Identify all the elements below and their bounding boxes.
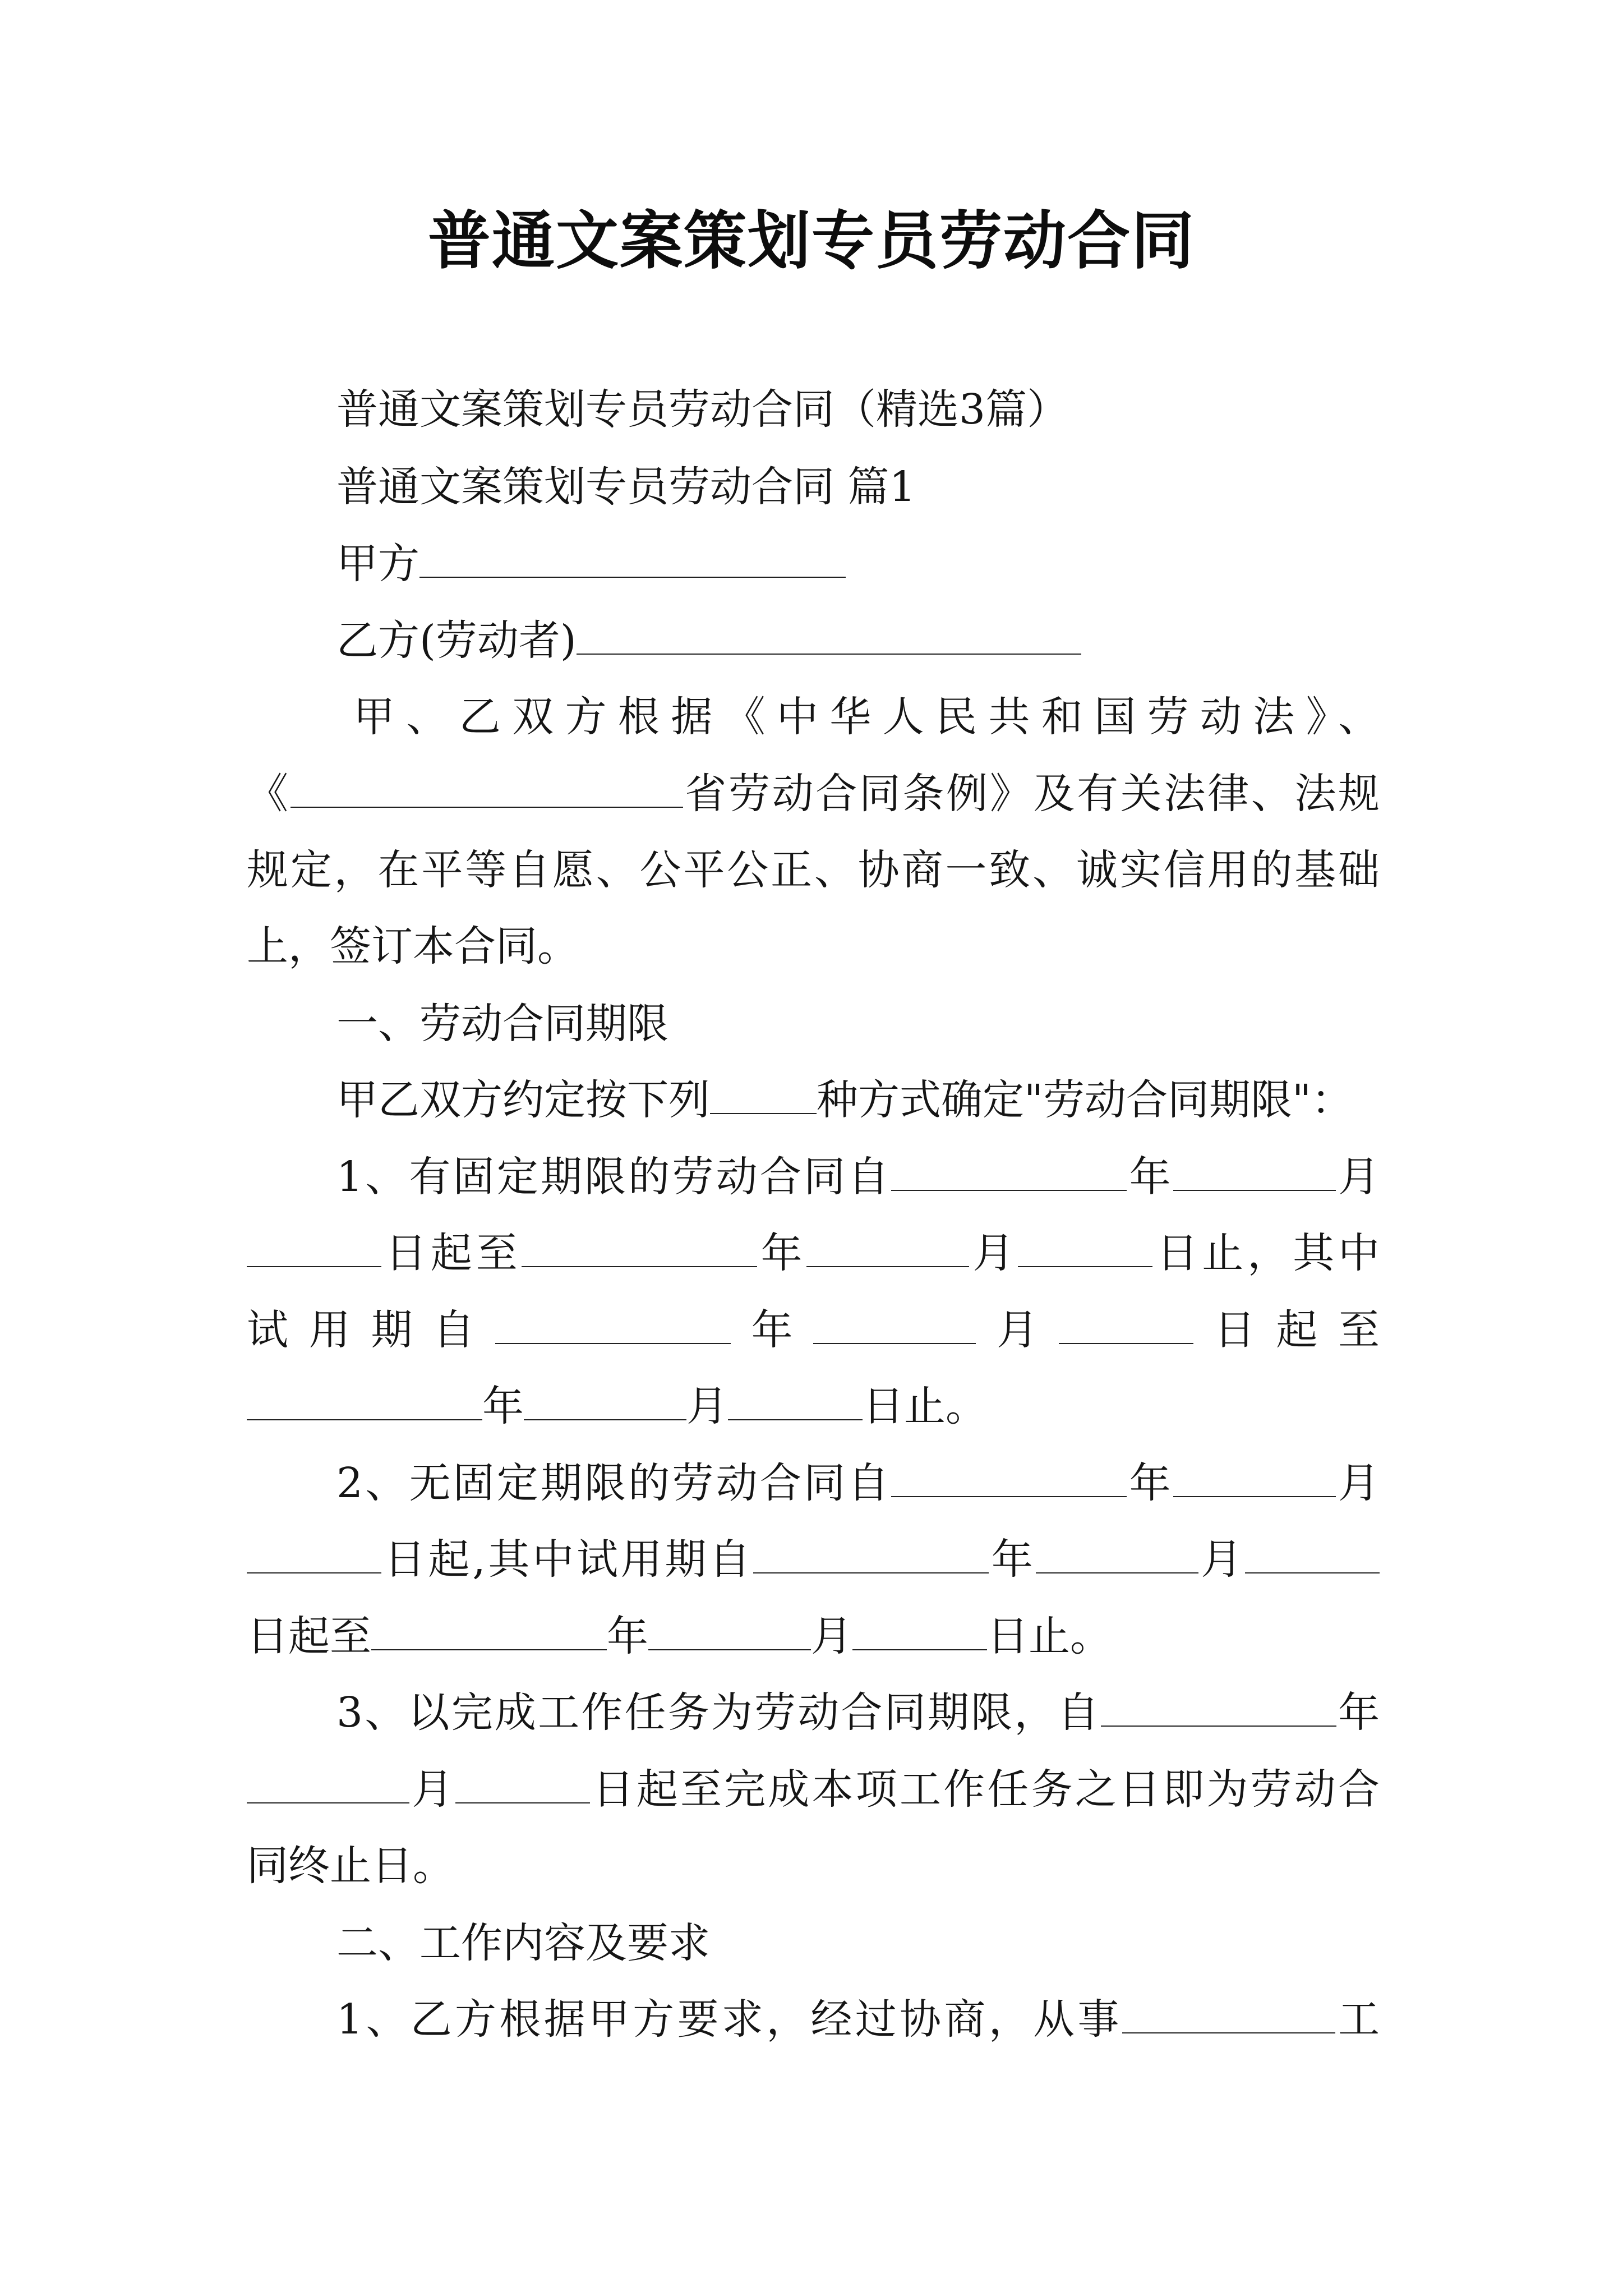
blank-field — [419, 539, 846, 578]
blank-field — [891, 1152, 1127, 1191]
party-a-line: 甲方 — [336, 536, 1380, 592]
blank-field — [648, 1612, 811, 1650]
paragraph-line: 试用期自 年 月 日起至 — [247, 1306, 1380, 1354]
paragraph-line: 月 日起至完成本项工作任务之日即为劳动合 — [247, 1761, 1380, 1818]
paragraph-line: 甲、乙双方根据《中华人民共和国劳动法》、 — [353, 693, 1380, 741]
paragraph-line: 1、有固定期限的劳动合同自 年 月 — [336, 1153, 1380, 1201]
paragraph-line: 同终止日。 — [247, 1842, 454, 1890]
paragraph-line: 1、乙方根据甲方要求，经过协商，从事 工 — [336, 1995, 1380, 2044]
paragraph-line: 3、以完成工作任务为劳动合同期限，自 年 — [336, 1688, 1380, 1737]
blank-field — [891, 1458, 1127, 1497]
paragraph-line: 上，签订本合同。 — [247, 922, 579, 970]
paragraph-line: 2、无固定期限的劳动合同自 年 月 — [336, 1459, 1380, 1507]
paragraph-line: 日起至 年 月 日止。 — [247, 1612, 1112, 1660]
blank-field — [806, 1228, 969, 1267]
paragraph-line: 日起,其中试用期自 年 月 — [247, 1531, 1380, 1588]
blank-field — [1101, 1688, 1336, 1727]
paragraph-line: 《 省劳动合同条例》及有关法律、法规 — [247, 770, 1380, 818]
paragraph-line: 规定，在平等自愿、公平公正、协商一致、诚实信用的基础 — [247, 846, 1380, 894]
blank-field — [813, 1305, 976, 1344]
blank-field — [247, 1228, 381, 1267]
section-heading: 一、劳动合同期限 — [336, 1000, 668, 1048]
blank-field — [1173, 1458, 1336, 1497]
blank-field — [1122, 1995, 1335, 2033]
section-heading: 二、工作内容及要求 — [336, 1919, 710, 1967]
blank-field — [1036, 1535, 1198, 1573]
subtitle-part-1: 普通文案策划专员劳动合同 篇1 — [336, 463, 916, 511]
paragraph-line: 年 月 日止。 — [247, 1378, 1380, 1434]
blank-field — [524, 1382, 686, 1420]
blank-field — [247, 1765, 409, 1803]
paragraph-line: 甲乙双方约定按下列 种方式确定"劳动合同期限"： — [336, 1076, 1353, 1124]
blank-field — [1059, 1305, 1193, 1344]
paragraph-line: 日起至 年 月 日止，其中 — [247, 1225, 1380, 1281]
blank-field — [247, 1382, 482, 1420]
subtitle-collection: 普通文案策划专员劳动合同（精选3篇） — [336, 385, 1069, 434]
blank-field — [852, 1612, 987, 1650]
blank-field — [728, 1382, 863, 1420]
blank-field — [291, 769, 683, 808]
party-b-line: 乙方(劳动者) — [336, 613, 1380, 669]
blank-field — [710, 1075, 817, 1114]
blank-field — [1018, 1228, 1152, 1267]
blank-field — [247, 1535, 381, 1573]
blank-field — [753, 1535, 989, 1573]
blank-field — [371, 1612, 607, 1650]
blank-field — [522, 1228, 757, 1267]
blank-field — [455, 1765, 590, 1803]
blank-field — [577, 616, 1081, 655]
blank-field — [495, 1305, 731, 1344]
blank-field — [1245, 1535, 1380, 1573]
document-title: 普通文案策划专员劳动合同 — [428, 204, 1195, 278]
blank-field — [1173, 1152, 1336, 1191]
